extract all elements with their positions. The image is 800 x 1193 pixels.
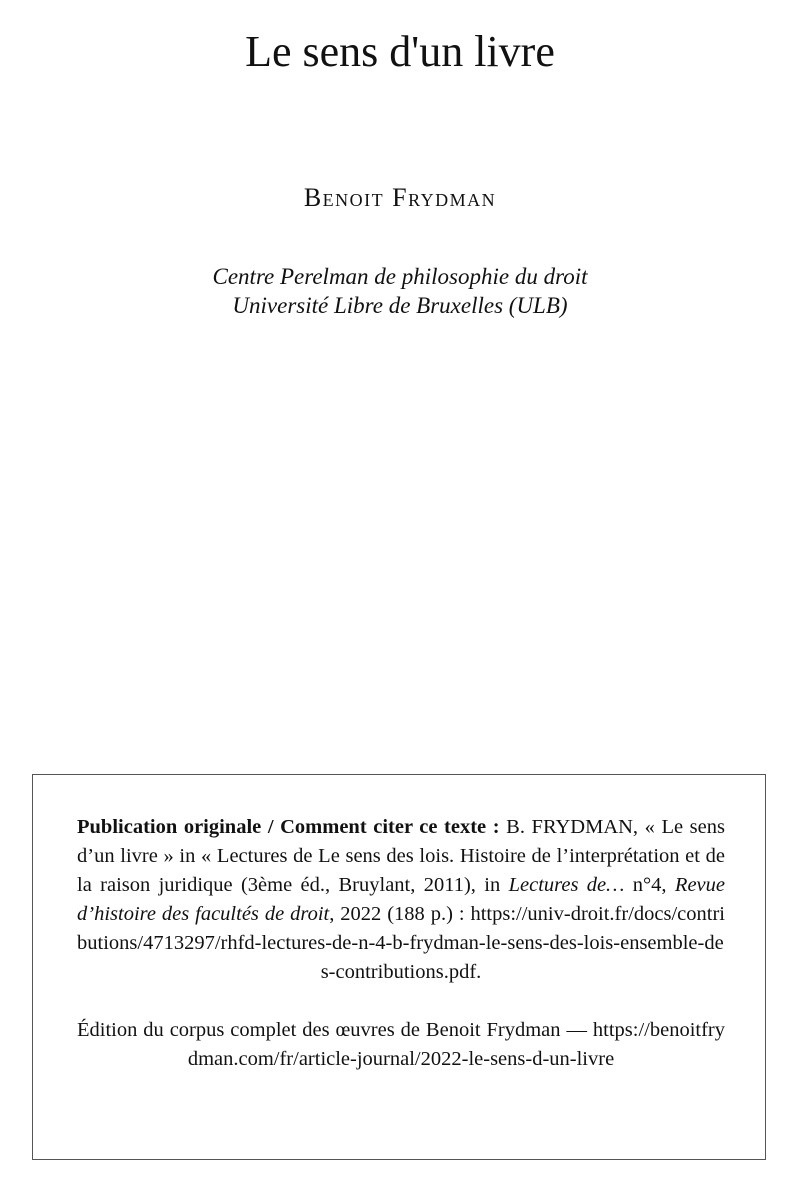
affiliation-line-1: Centre Perelman de philosophie du droit <box>212 264 588 289</box>
citation-box <box>32 774 766 1160</box>
citation-text-1: B. FRYDMAN, « Le sens d’un livre » in « Lectures de Le sens des lois. Histoire de l’interprétation et de la raison juridique (3ème éd., Bruylant, 2011), in <box>77 816 725 896</box>
affiliation-line-2: Université Libre de Bruxelles (ULB) <box>232 293 568 318</box>
edition-url-link[interactable]: https://benoitfrydman.com/fr/article-journal/2022-le-sens-d-un-livre <box>187 1019 725 1070</box>
affiliation <box>0 262 800 320</box>
citation-italic-2: Revue d’histoire des facultés de droit <box>77 874 725 925</box>
document-title: Le sens d'un livre <box>245 27 555 76</box>
citation-content <box>77 813 725 1074</box>
citation-text-2: n°4, <box>624 874 675 896</box>
edition-text: Édition du corpus complet des œuvres de Benoit Frydman — <box>77 1019 593 1041</box>
citation-label: Publication originale / Comment citer ce texte : <box>77 816 500 838</box>
citation-italic-1: Lectures de… <box>508 874 625 896</box>
edition-paragraph <box>77 1016 725 1074</box>
citation-url-link[interactable]: https://univ-droit.fr/docs/contributions/4713297/rhfd-lectures-de-n-4-b-frydman-le-sens-des-lois-ensemble-des-contributions.pdf. <box>77 903 725 983</box>
author-name: Benoit Frydman <box>303 183 497 212</box>
citation-text-3: , 2022 (188 p.) : <box>329 903 471 925</box>
citation-paragraph <box>77 813 725 987</box>
